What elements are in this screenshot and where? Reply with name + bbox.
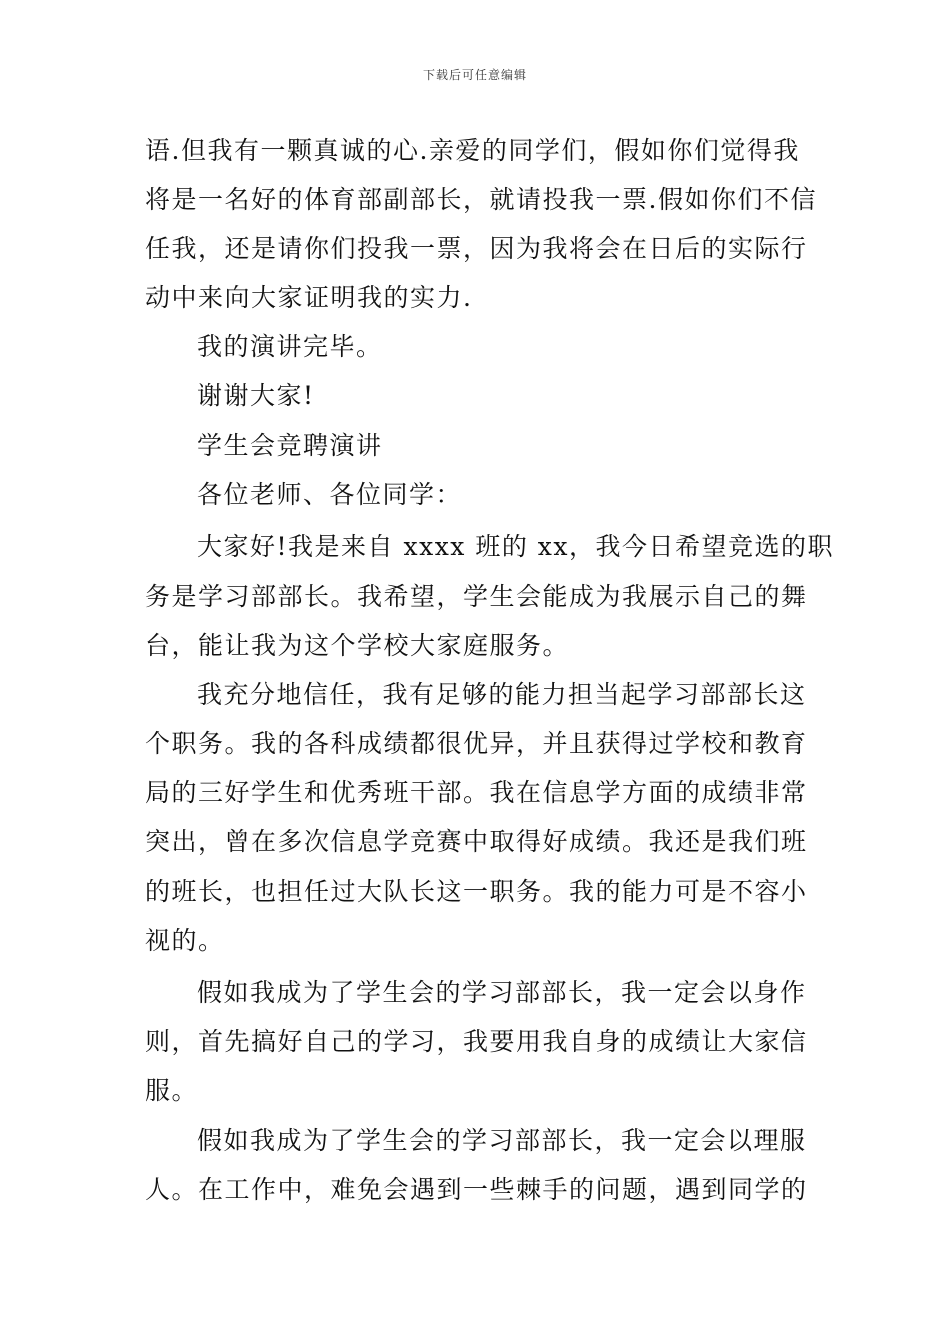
text-line: 谢谢大家! — [197, 381, 315, 410]
text-line: 动中来向大家证明我的实力. — [145, 283, 473, 312]
salutation: 各位老师、各位同学： — [197, 480, 463, 509]
text-line: 突出，曾在多次信息学竞赛中取得好成绩。我还是我们班 — [145, 827, 808, 856]
section-title: 学生会竞聘演讲 — [197, 431, 383, 460]
text-line: 视的。 — [145, 926, 225, 955]
text-line: 台，能让我为这个学校大家庭服务。 — [145, 631, 570, 660]
text-line: 个职务。我的各科成绩都很优异，并且获得过学校和教育 — [145, 729, 808, 758]
text-line: 将是一名好的体育部副部长，就请投我一票.假如你们不信 — [145, 185, 817, 214]
text-line: 则，首先搞好自己的学习，我要用我自身的成绩让大家信 — [145, 1027, 808, 1056]
text-line: 任我，还是请你们投我一票，因为我将会在日后的实际行 — [145, 234, 808, 263]
text-line: 务是学习部部长。我希望，学生会能成为我展示自己的舞 — [145, 582, 808, 611]
text-line: 假如我成为了学生会的学习部部长，我一定会以身作 — [197, 978, 807, 1007]
text-line: 局的三好学生和优秀班干部。我在信息学方面的成绩非常 — [145, 778, 808, 807]
page-header: 下载后可任意编辑 — [422, 68, 527, 82]
text-line: 大家好!我是来自 xxxx 班的 xx，我今日希望竞选的职 — [197, 532, 834, 561]
text-line: 人。在工作中，难免会遇到一些棘手的问题，遇到同学的 — [145, 1175, 808, 1204]
text-line: 的班长，也担任过大队长这一职务。我的能力可是不容小 — [145, 877, 808, 906]
text-line: 语.但我有一颗真诚的心.亲爱的同学们，假如你们觉得我 — [145, 136, 800, 165]
text-line: 我的演讲完毕。 — [197, 332, 383, 361]
text-line: 假如我成为了学生会的学习部部长，我一定会以理服 — [197, 1126, 807, 1155]
text-line: 我充分地信任，我有足够的能力担当起学习部部长这 — [197, 680, 807, 709]
text-line: 服。 — [145, 1076, 199, 1105]
